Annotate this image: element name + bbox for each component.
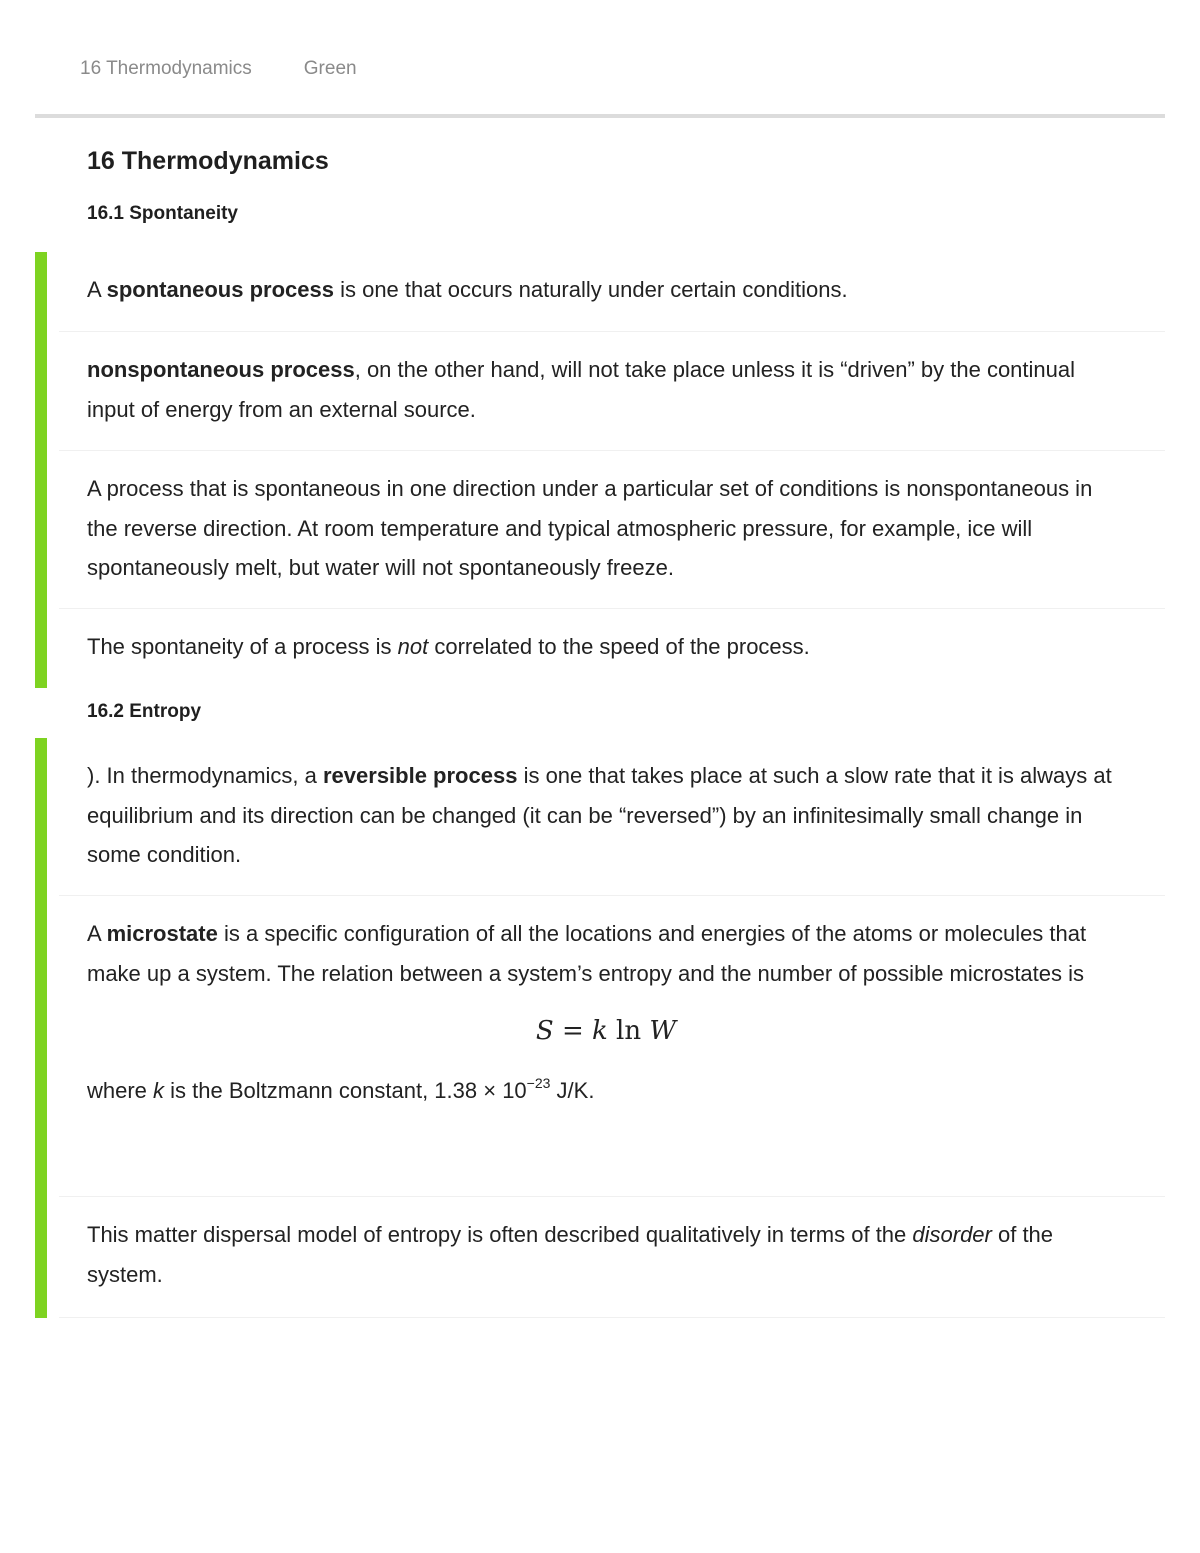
note-paragraph xyxy=(87,1071,1125,1111)
text-run: of the system. xyxy=(87,1222,1054,1287)
page-header xyxy=(80,58,357,80)
formula-function: ln xyxy=(616,1016,642,1046)
bold-term: reversible process xyxy=(322,763,518,788)
document-body xyxy=(35,140,1165,1318)
text-run: ). In thermodynamics, a xyxy=(87,763,323,788)
section-heading-entropy: 16.2 Entropy xyxy=(87,701,202,722)
text-run: The spontaneity of a process is xyxy=(87,634,398,659)
header-tag: Green xyxy=(303,58,357,79)
text-run: is a specific configuration of all the locations and energies of the atoms or molecules that make up a system. The relation between a system’s entropy and the number of possible microstates is xyxy=(87,921,1087,986)
note-paragraph xyxy=(87,1215,1125,1294)
header-divider xyxy=(35,114,1165,118)
note-block xyxy=(35,896,1165,1197)
text-run: This matter dispersal model of entropy is often described qualitatively in terms of the xyxy=(87,1222,913,1247)
exponent: −23 xyxy=(526,1075,551,1091)
text-run: is the Boltzmann constant, 1.38 × 10 xyxy=(164,1078,527,1103)
note-block xyxy=(35,738,1165,896)
text-run: A xyxy=(87,921,107,946)
section-heading-spontaneity: 16.1 Spontaneity xyxy=(87,203,238,224)
note-paragraph xyxy=(87,350,1125,429)
note-paragraph xyxy=(87,756,1125,875)
note-block xyxy=(35,252,1165,332)
text-run: J/K. xyxy=(550,1078,595,1103)
note-block xyxy=(35,332,1165,451)
entropy-formula xyxy=(87,1015,1125,1047)
note-paragraph xyxy=(87,627,1125,667)
text-run: A xyxy=(87,277,107,302)
bold-term: spontaneous process xyxy=(106,277,334,302)
text-run: where xyxy=(87,1078,154,1103)
italic-term: disorder xyxy=(912,1222,992,1247)
text-run: is one that occurs naturally under certain conditions. xyxy=(333,277,848,302)
formula-symbol: W xyxy=(649,1016,677,1046)
text-run: , on the other hand, will not take place unless it is “driven” by the continual input of energy from an external source. xyxy=(87,357,1076,422)
formula-symbol: S xyxy=(535,1016,554,1046)
bold-term: microstate xyxy=(106,921,218,946)
formula-operator: = xyxy=(561,1016,584,1046)
italic-term: not xyxy=(397,634,429,659)
note-block xyxy=(35,609,1165,688)
formula-symbol: k xyxy=(592,1016,608,1046)
text-run: is one that takes place at such a slow rate that it is always at equilibrium and its direction can be changed (it can be “reversed”) by an infinitesimally small change in some condition. xyxy=(87,763,1112,867)
note-paragraph xyxy=(87,914,1125,993)
note-block xyxy=(35,451,1165,609)
page-title: 16 Thermodynamics xyxy=(87,147,329,175)
note-paragraph: A process that is spontaneous in one direction under a particular set of conditions is nonspontaneous in the reverse direction. At room temperature and typical atmospheric pressure, for example, ice will spontaneously melt, but water will not spontaneously freeze. xyxy=(87,476,1093,580)
bold-term: nonspontaneous process xyxy=(87,357,355,382)
note-paragraph xyxy=(87,270,1125,310)
text-run: correlated to the speed of the process. xyxy=(428,634,810,659)
header-chapter: 16 Thermodynamics xyxy=(80,58,252,79)
note-block xyxy=(35,1197,1165,1318)
italic-term: k xyxy=(153,1078,165,1103)
